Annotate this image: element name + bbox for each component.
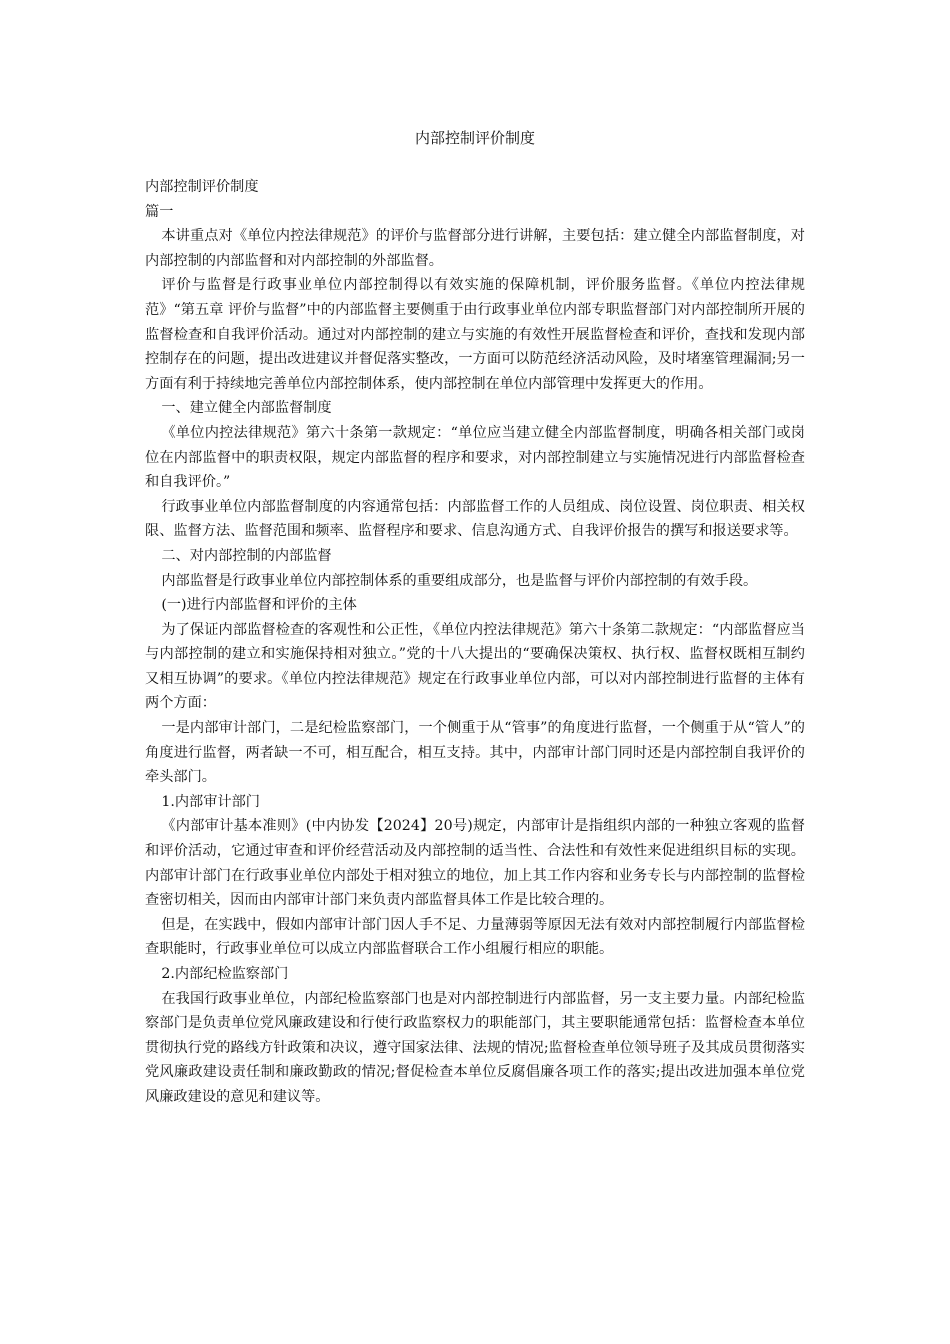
body-paragraph: 一是内部审计部门，二是纪检监察部门，一个侧重于从“管事”的角度进行监督，一个侧重于从“管人”的角度进行监督，两者缺一不可，相互配合，相互支持。其中，内部审计部门同时还是内部控制自我评价的牵头部门。 xyxy=(145,720,805,786)
body-paragraph: 评价与监督是行政事业单位内部控制得以有效实施的保障机制，评价服务监督。《单位内控法律规范》“第五章 评价与监督”中的内部监督主要侧重于由行政事业单位内部专职监督部门对内部控制所开展的监督检查和自我评价活动。通过对内部控制的建立与实施的有效性开展监督检查和评价，查找和发现内部控制存在的问题，提出改进建议并督促落实整改，一方面可以防范经济活动风险，及时堵塞管理漏洞;另一方面有利于持续地完善单位内部控制体系，使内部控制在单位内部管理中发挥更大的作用。 xyxy=(145,277,805,392)
body-paragraph: 二、对内部控制的内部监督 xyxy=(161,547,332,564)
body-paragraph: 在我国行政事业单位，内部纪检监察部门也是对内部控制进行内部监督，另一支主要力量。内部纪检监察部门是负责单位党风廉政建设和行使行政监察权力的职能部门，其主要职能通常包括：监督检查本单位贯彻执行党的路线方针政策和决议，遵守国家法律、法规的情况;监督检查单位领导班子及其成员贯彻落实党风廉政建设责任制和廉政勤政的情况;督促检查本单位反腐倡廉各项工作的落实;提出改进加强本单位党风廉政建设的意见和建议等。 xyxy=(145,990,805,1105)
document-body xyxy=(145,175,805,1110)
page-title: 内部控制评价制度 xyxy=(414,129,535,147)
body-paragraph: 1.内部审计部门 xyxy=(161,793,260,810)
body-paragraph: 内部监督是行政事业单位内部控制体系的重要组成部分，也是监督与评价内部控制的有效手段。 xyxy=(161,572,758,589)
body-paragraph: 《单位内控法律规范》第六十条第一款规定：“单位应当建立健全内部监督制度，明确各相关部门或岗位在内部监督中的职责权限，规定内部监督的程序和要求，对内部控制建立与实施情况进行内部监督检查和自我评价。” xyxy=(145,424,805,491)
body-paragraph: 一、建立健全内部监督制度 xyxy=(161,400,332,417)
body-paragraph: 内部控制评价制度 xyxy=(145,179,259,195)
body-paragraph: 2.内部纪检监察部门 xyxy=(161,966,289,982)
body-paragraph: 本讲重点对《单位内控法律规范》的评价与监督部分进行讲解，主要包括：建立健全内部监督制度，对内部控制的内部监督和对内部控制的外部监督。 xyxy=(145,228,805,269)
body-paragraph: 行政事业单位内部监督制度的内容通常包括：内部监督工作的人员组成、岗位设置、岗位职责、相关权限、监督方法、监督范围和频率、监督程序和要求、信息沟通方式、自我评价报告的撰写和报送要求等。 xyxy=(145,498,805,540)
body-paragraph: 但是，在实践中，假如内部审计部门因人手不足、力量薄弱等原因无法有效对内部控制履行内部监督检查职能时，行政事业单位可以成立内部监督联合工作小组履行相应的职能。 xyxy=(145,916,805,958)
body-paragraph: (一)进行内部监督和评价的主体 xyxy=(161,597,357,614)
body-paragraph: 篇一 xyxy=(145,203,174,220)
body-paragraph: 为了保证内部监督检查的客观性和公正性，《单位内控法律规范》第六十条第二款规定：“内部监督应当与内部控制的建立和实施保持相对独立。”党的十八大提出的“要确保决策权、执行权、监督权既相互制约又相互协调”的要求。《单位内控法律规范》规定在行政事业单位内部，可以对内部控制进行监督的主体有两个方面： xyxy=(145,621,805,712)
body-paragraph: 《内部审计基本准则》(中内协发【2024】20号)规定，内部审计是指组织内部的一种独立客观的监督和评价活动，它通过审查和评价经营活动及内部控制的适当性、合法性和有效性来促进组织目标的实现。内部审计部门在行政事业单位内部处于相对独立的地位，加上其工作内容和业务专长与内部控制的监督检查密切相关，因而由内部审计部门来负责内部监督具体工作是比较合理的。 xyxy=(145,818,805,909)
